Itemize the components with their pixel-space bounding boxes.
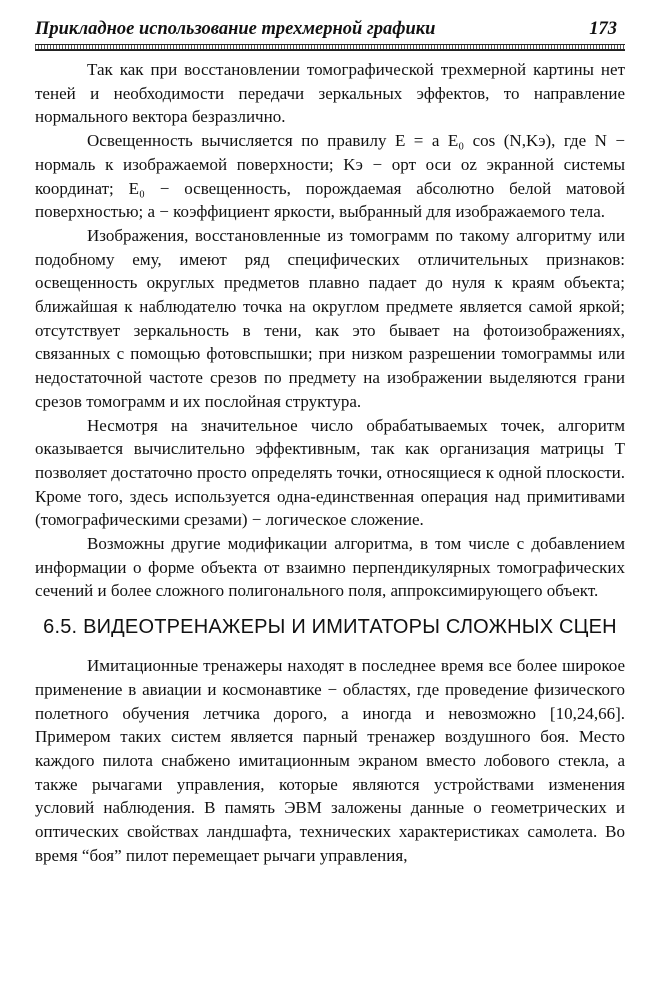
- paragraph-1: Так как при восстановлении томографической трехмерной картины нет теней и необходимости передачи зеркальных эффектов, то направление нормального вектора безразлично.: [35, 60, 625, 127]
- header-rule: [35, 44, 625, 51]
- paragraph-2: Освещенность вычисляется по правилу E = a E₀ cos (N,Kэ), где N − нормаль к изображаемой поверхности; Kэ − орт оси oz экранной системы координат; E₀ − освещенность, порождаемая абсолютно белой матовой поверхностью; a − коэффициент яркости, выбранный для изображаемого тела.: [35, 131, 625, 222]
- running-head: [35, 18, 625, 40]
- paragraph-5: Возможны другие модификации алгоритма, в том числе с добавлением информации о форме объекта от взаимно перпендикулярных томографических сечений и более сложного полигонального поля, аппроксимирующего объект.: [35, 534, 625, 601]
- section-heading: 6.5. ВИДЕОТРЕНАЖЕРЫ И ИМИТАТОРЫ СЛОЖНЫХ СЦЕН: [43, 616, 617, 639]
- running-head-title: Прикладное использование трехмерной графики: [35, 19, 436, 39]
- paragraph-4: Несмотря на значительное число обрабатываемых точек, алгоритм оказывается вычислительно эффективным, так как организация матрицы T позволяет достаточно просто определять точки, относящиеся к одной плоскости. Кроме того, здесь используется одна-единственная операция над примитивами (томографическими срезами) − логическое сложение.: [35, 415, 625, 530]
- section-paragraph-1: Имитационные тренажеры находят в последнее время все более широкое применение в авиации и космонавтике − областях, где проведение физического полетного обучения летчика дорого, а иногда и невозможно [10,24,66]. Примером таких систем является парный тренажер воздушного боя. Место каждого пилота снабжено имитационным экраном вместо лобового стекла, а также рычагами управления, которые являются устройствами изменения условий наблюдения. В память ЭВМ заложены данные о геометрических и оптических свойствах ландшафта, технических характеристиках самолета. Во время “боя” пилот перемещает рычаги управления,: [35, 656, 625, 865]
- body-text: [35, 58, 625, 868]
- paragraph-3: Изображения, восстановленные из томограмм по такому алгоритму или подобному ему, имеют ряд специфических отличительных признаков: освещенность округлых предметов плавно падает до нуля к краям объекта; ближайшая к наблюдателю точка на округлом предмете является самой яркой; отсутствует зеркальность в тени, как это бывает на фотоизображениях, связанных с помощью фотовспышки; при низком разрешении томограммы или недостаточной частоте срезов по предмету на изображении выделяются грани срезов томограмм и их послойная структура.: [35, 225, 625, 411]
- page-number: 173: [589, 19, 617, 39]
